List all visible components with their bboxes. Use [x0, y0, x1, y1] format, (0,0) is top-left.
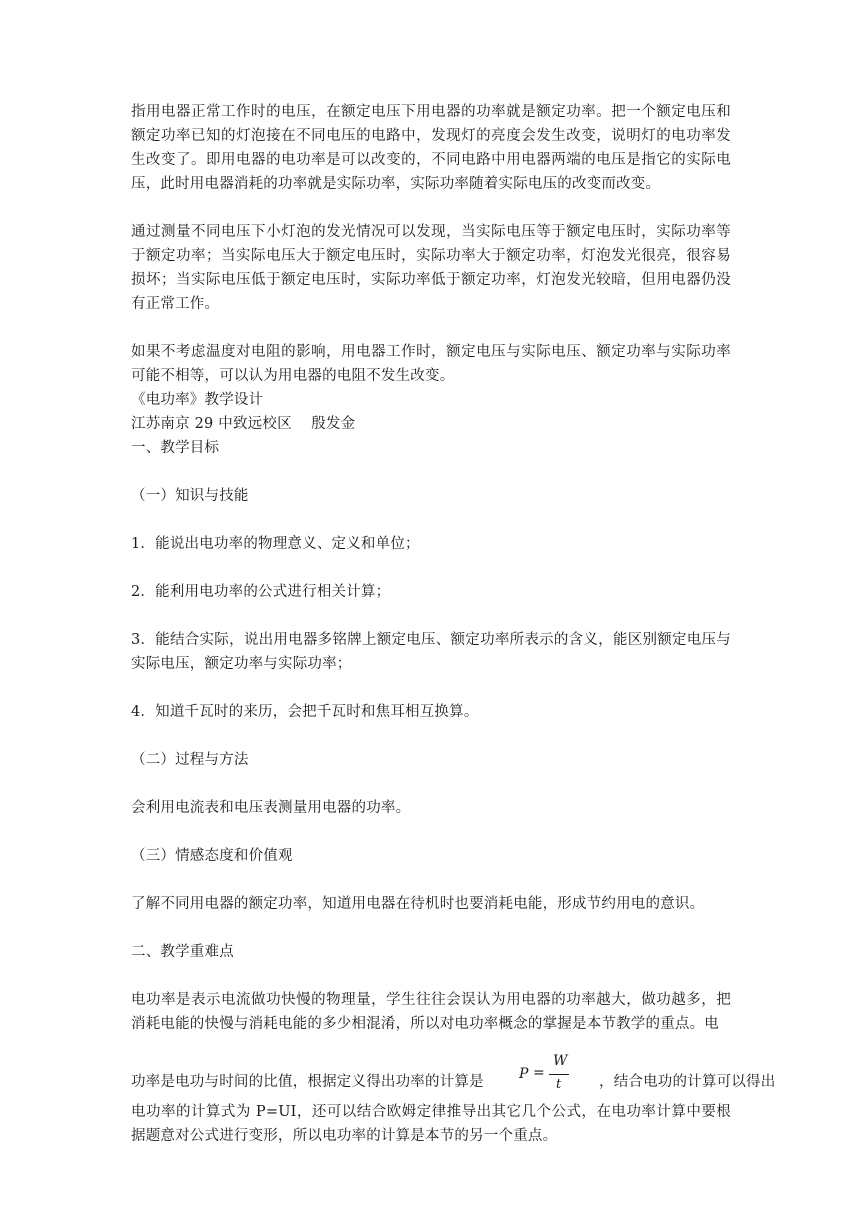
- objective-item-4: 4．知道千瓦时的来历，会把千瓦时和焦耳相互换算。: [131, 704, 479, 720]
- formula-equals: =: [533, 1065, 545, 1081]
- objective-item-3: 3．能结合实际，说出用电器多铭牌上额定电压、额定功率所表示的含义，能区别额定电压与实际电压，额定功率与实际功率；: [131, 632, 731, 672]
- objective-item-1: 1．能说出电功率的物理意义、定义和单位；: [131, 536, 420, 552]
- subheading-knowledge-skills: （一）知识与技能: [131, 488, 249, 504]
- formula-line: [131, 1053, 776, 1094]
- fraction-bar: [549, 1074, 569, 1075]
- formula-trail-text: ，结合电功的计算可以得出: [599, 1074, 776, 1090]
- formula-lhs: P: [519, 1066, 529, 1082]
- objective-item-2: 2．能利用电功率的公式进行相关计算；: [131, 584, 391, 600]
- key-points-paragraph: 电功率是表示电流做功快慢的物理量，学生往往会误认为用电器的功率越大，做功越多，把消耗电能的快慢与消耗电能的多少相混淆，所以对电功率概念的掌握是本节教学的重点。电: [131, 992, 731, 1032]
- paragraph-measurement: 通过测量不同电压下小灯泡的发光情况可以发现，当实际电压等于额定电压时，实际功率等于额定功率；当实际电压大于额定电压时，实际功率大于额定功率，灯泡发光很亮，很容易损坏；当实际电压低于额定电压时，实际功率低于额定功率，灯泡发光较暗，但用电器仍没有正常工作。: [131, 224, 731, 312]
- formula-denominator: t: [556, 1077, 562, 1092]
- paragraph-rated-voltage: 指用电器正常工作时的电压，在额定电压下用电器的功率就是额定功率。把一个额定电压和额定功率已知的灯泡接在不同电压的电路中，发现灯的亮度会发生改变，说明灯的电功率发生改变了。即用电器的电功率是可以改变的，不同电路中用电器两端的电压是指它的实际电压，此时用电器消耗的功率就是实际功率，实际功率随着实际电压的改变而改变。: [131, 104, 731, 192]
- power-calculation-paragraph: 电功率的计算式为 P=UI，还可以结合欧姆定律推导出其它几个公式，在电功率计算中要根据题意对公式进行变形，所以电功率的计算是本节的另一个重点。: [131, 1104, 731, 1144]
- formula-numerator: W: [553, 1053, 568, 1069]
- formula-lead-text: 功率是电功与时间的比值，根据定义得出功率的计算是: [131, 1074, 484, 1090]
- attitude-values-text: 了解不同用电器的额定功率，知道用电器在待机时也要消耗电能，形成节约用电的意识。: [131, 896, 705, 912]
- section-heading-key-points: 二、教学重难点: [131, 944, 234, 960]
- subheading-attitude-values: （三）情感态度和价值观: [131, 848, 293, 864]
- subheading-process-method: （二）过程与方法: [131, 752, 249, 768]
- power-formula: [519, 1053, 585, 1096]
- process-method-text: 会利用电流表和电压表测量用电器的功率。: [131, 800, 411, 816]
- document-title: 《电功率》教学设计: [131, 392, 264, 408]
- author-line: 江苏南京 29 中致远校区 殷发金: [131, 416, 356, 432]
- section-heading-objectives: 一、教学目标: [131, 440, 220, 456]
- paragraph-resistance: 如果不考虑温度对电阻的影响，用电器工作时，额定电压与实际电压、额定功率与实际功率可能不相等，可以认为用电器的电阻不发生改变。: [131, 344, 731, 384]
- document-body: [131, 100, 776, 1148]
